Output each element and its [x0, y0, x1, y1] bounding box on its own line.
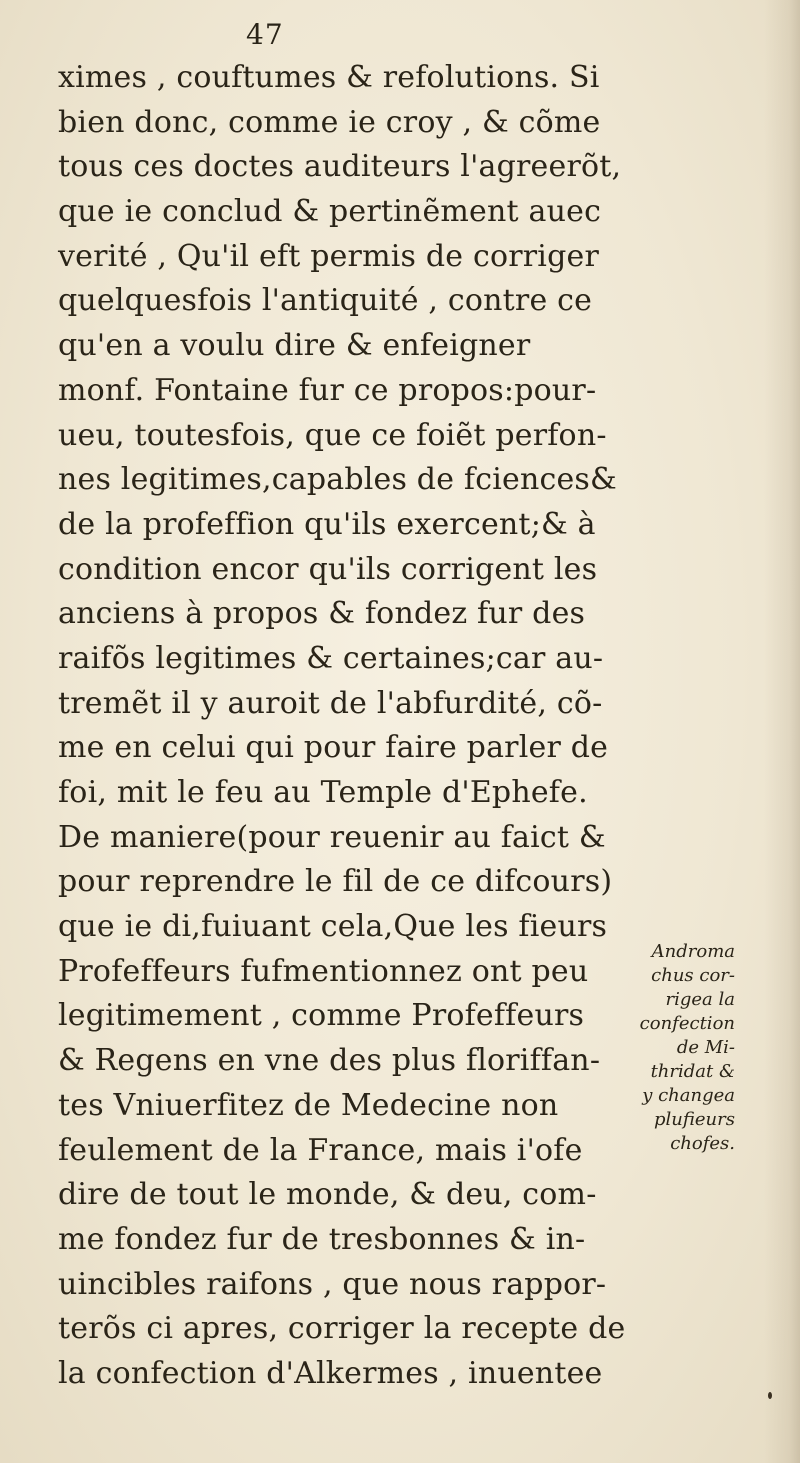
margin-note-line: thridat &	[650, 1061, 735, 1082]
text-line: la confection d'Alkermes , inuentee	[58, 1355, 603, 1391]
text-line: pour reprendre le fil de ce difcours)	[58, 864, 613, 900]
text-line: tremẽt il y auroit de l'abfurdité, cõ-	[58, 685, 603, 721]
text-line: terõs ci apres, corriger la recepte de	[58, 1311, 626, 1347]
text-line: me en celui qui pour faire parler de	[58, 730, 609, 766]
margin-note-line: de Mi-	[676, 1037, 735, 1058]
text-line: raifõs legitimes & certaines;car au-	[58, 640, 604, 676]
page-edge-shadow	[764, 0, 800, 1463]
text-line: tes Vniuerfitez de Medecine non	[58, 1087, 559, 1123]
text-line: nes legitimes,capables de fciences&	[58, 462, 617, 498]
text-line: foi, mit le feu au Temple d'Ephefe.	[58, 775, 588, 810]
text-line: De maniere(pour reuenir au faict &	[58, 819, 606, 855]
text-line: me fondez fur de tresbonnes & in-	[58, 1221, 586, 1257]
ink-speck	[768, 1392, 772, 1399]
margin-note-line: chofes.	[670, 1133, 735, 1154]
text-line: tous ces doctes auditeurs l'agreerõt,	[58, 149, 622, 185]
margin-note	[535, 940, 735, 1156]
margin-note-line: y changea	[642, 1085, 735, 1106]
text-line: verité , Qu'il eft permis de corriger	[58, 238, 599, 274]
text-line: quelquesfois l'antiquité , contre ce	[58, 283, 593, 319]
page-number: 47	[246, 18, 284, 51]
text-line: dire de tout le monde, & deu, com-	[58, 1177, 597, 1213]
text-line: feulement de la France, mais i'ofe	[58, 1132, 583, 1168]
text-line: monf. Fontaine fur ce propos:pour-	[58, 372, 597, 408]
margin-note-line: chus cor-	[651, 965, 735, 986]
text-line: condition encor qu'ils corrigent les	[58, 551, 598, 587]
text-line: uincibles raifons , que nous rappor-	[58, 1266, 607, 1302]
text-line: & Regens en vne des plus floriffan-	[58, 1043, 601, 1079]
text-line: ueu, toutesfois, que ce foiẽt perfon-	[58, 417, 607, 453]
text-line: que ie conclud & pertinẽment auec	[58, 194, 602, 230]
body-text	[58, 56, 626, 1397]
margin-note-line: confection	[639, 1013, 735, 1034]
margin-note-line: rigea la	[665, 989, 735, 1010]
text-line: ximes , couftumes & refolutions. Si	[58, 60, 600, 95]
text-line: Profeffeurs fufmentionnez ont peu	[58, 953, 589, 989]
margin-note-line: Androma	[651, 941, 735, 962]
margin-note-line: plufieurs	[654, 1109, 735, 1130]
text-line: qu'en a voulu dire & enfeigner	[58, 328, 531, 364]
text-line: que ie di,fuiuant cela,Que les fieurs	[58, 909, 608, 945]
text-line: de la profeffion qu'ils exercent;& à	[58, 506, 596, 542]
text-line: legitimement , comme Profeffeurs	[58, 998, 585, 1034]
text-line: bien donc, comme ie croy , & cõme	[58, 104, 601, 140]
text-line: anciens à propos & fondez fur des	[58, 596, 586, 632]
